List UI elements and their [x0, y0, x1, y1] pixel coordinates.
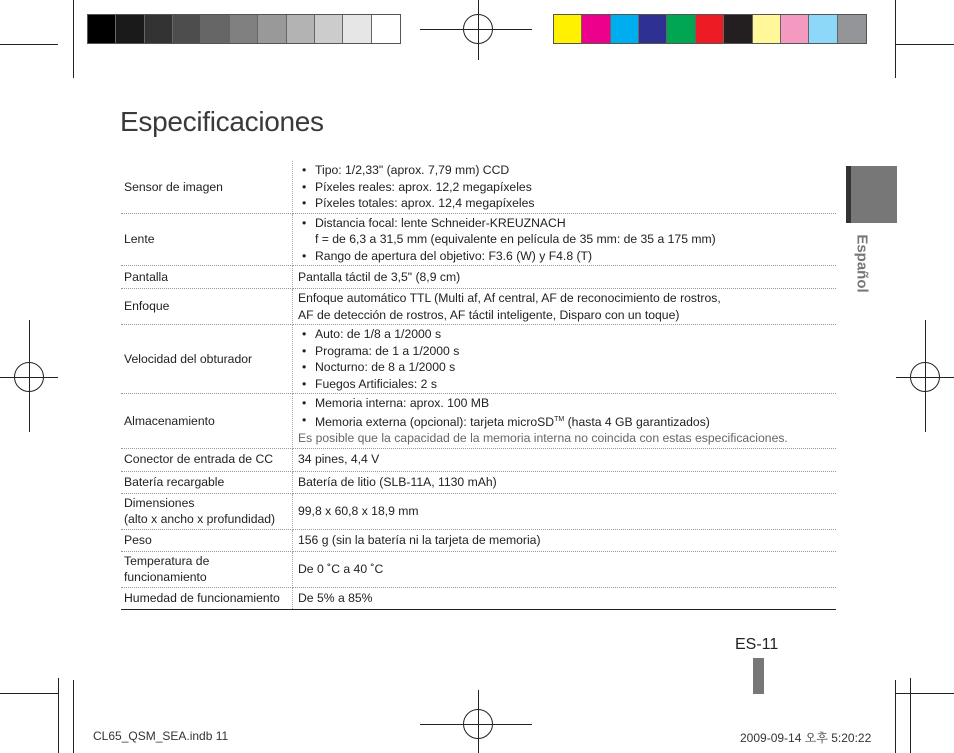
color-swatch	[753, 15, 781, 43]
spec-label: Peso	[121, 529, 293, 551]
spec-label: Enfoque	[121, 289, 293, 325]
color-swatch	[667, 15, 695, 43]
table-row	[121, 289, 836, 325]
table-row	[121, 471, 836, 493]
storage-external-suffix: (hasta 4 GB garantizados)	[564, 414, 710, 429]
focus-line-2: AF de detección de rostros, AF táctil inteligente, Disparo con un toque)	[298, 307, 680, 322]
color-swatch	[582, 15, 610, 43]
color-swatch	[639, 15, 667, 43]
spec-value	[293, 394, 837, 449]
spec-label	[121, 551, 293, 587]
spec-label: Almacenamiento	[121, 394, 293, 449]
gray-swatch	[343, 15, 371, 43]
list-item	[298, 412, 833, 431]
spec-label	[121, 493, 293, 529]
trademark-sup: TM	[554, 415, 565, 423]
gray-swatch	[88, 15, 116, 43]
gray-swatch	[145, 15, 173, 43]
spec-label: Velocidad del obturador	[121, 325, 293, 394]
table-row	[121, 587, 836, 609]
color-swatch	[611, 15, 639, 43]
spec-value: De 0 ˚C a 40 ˚C	[293, 551, 837, 587]
gray-swatch	[116, 15, 144, 43]
spec-value: Batería de litio (SLB-11A, 1130 mAh)	[293, 471, 837, 493]
color-swatch	[838, 15, 866, 43]
focus-line-1: Enfoque automático TTL (Multi af, Af central, AF de reconocimiento de rostros,	[298, 291, 721, 305]
language-tab	[846, 166, 897, 223]
color-swatch	[781, 15, 809, 43]
spec-value	[293, 325, 837, 394]
list-item: • Píxeles totales: aprox. 12,4 megapíxeles	[298, 195, 833, 212]
footer-file-slug: CL65_QSM_SEA.indb 11	[93, 729, 229, 743]
color-swatch	[809, 15, 837, 43]
language-tab-marker	[846, 166, 851, 223]
storage-external-text: Memoria externa (opcional): tarjeta microSD	[315, 414, 555, 429]
process-color-bar	[553, 14, 867, 44]
spec-value	[293, 161, 837, 213]
spec-label-line-1: Dimensiones	[124, 495, 195, 510]
spec-value	[293, 213, 837, 266]
table-row	[121, 551, 836, 587]
color-swatch	[724, 15, 752, 43]
list-item: • Memoria interna: aprox. 100 MB	[298, 395, 833, 412]
language-label: Español	[853, 234, 871, 293]
page-number: ES-11	[735, 636, 779, 653]
list-item: • Nocturno: de 8 a 1/2000 s	[298, 359, 833, 376]
color-swatch	[696, 15, 724, 43]
specifications-table	[121, 161, 836, 610]
list-item: • Fuegos Artificiales: 2 s	[298, 376, 833, 393]
spec-value: De 5% a 85%	[293, 587, 837, 609]
list-item: • Tipo: 1/2,33" (aprox. 7,79 mm) CCD	[298, 162, 833, 179]
list-item: • Píxeles reales: aprox. 12,2 megapíxeles	[298, 179, 833, 196]
table-row	[121, 529, 836, 551]
spec-value	[293, 289, 837, 325]
grayscale-color-bar	[87, 14, 401, 44]
table-row	[121, 394, 836, 449]
spec-label-line-2: funcionamiento	[124, 570, 207, 585]
focal-length-line: f = de 6,3 a 31,5 mm (equivalente en película de 35 mm: de 35 a 175 mm)	[315, 232, 716, 246]
spec-value: 34 pines, 4,4 V	[293, 448, 837, 471]
page-number-tab	[753, 658, 764, 694]
gray-swatch	[201, 15, 229, 43]
spec-label-line-1: Temperatura de	[124, 553, 210, 568]
spec-value: 99,8 x 60,8 x 18,9 mm	[293, 493, 837, 529]
color-swatch	[554, 15, 582, 43]
spec-label: Lente	[121, 213, 293, 266]
gray-swatch	[372, 15, 400, 43]
spec-label-line-2: (alto x ancho x profundidad)	[124, 512, 276, 527]
table-row	[121, 493, 836, 529]
spec-label: Sensor de imagen	[121, 161, 293, 213]
spec-label: Batería recargable	[121, 471, 293, 493]
gray-swatch	[315, 15, 343, 43]
spec-label: Humedad de funcionamiento	[121, 587, 293, 609]
gray-swatch	[258, 15, 286, 43]
table-row	[121, 161, 836, 213]
table-row	[121, 266, 836, 289]
gray-swatch	[173, 15, 201, 43]
spec-label: Pantalla	[121, 266, 293, 289]
gray-swatch	[287, 15, 315, 43]
gray-swatch	[230, 15, 258, 43]
table-row	[121, 325, 836, 394]
page-title: Especificaciones	[120, 106, 324, 137]
list-item: • Programa: de 1 a 1/2000 s	[298, 343, 833, 360]
list-item: • Auto: de 1/8 a 1/2000 s	[298, 326, 833, 343]
footer-timestamp: 2009-09-14 오후 5:20:22	[740, 731, 872, 745]
spec-value: Pantalla táctil de 3,5" (8,9 cm)	[293, 266, 837, 289]
table-row	[121, 213, 836, 266]
spec-label: Conector de entrada de CC	[121, 448, 293, 471]
table-row	[121, 448, 836, 471]
list-item: • Rango de apertura del objetivo: F3.6 (W) y F4.8 (T)	[298, 248, 833, 265]
list-item: • Distancia focal: lente Schneider-KREUZNACH	[298, 215, 833, 232]
spec-value: 156 g (sin la batería ni la tarjeta de memoria)	[293, 529, 837, 551]
storage-note: Es posible que la capacidad de la memoria interna no coincida con estas especificaciones.	[298, 431, 788, 446]
